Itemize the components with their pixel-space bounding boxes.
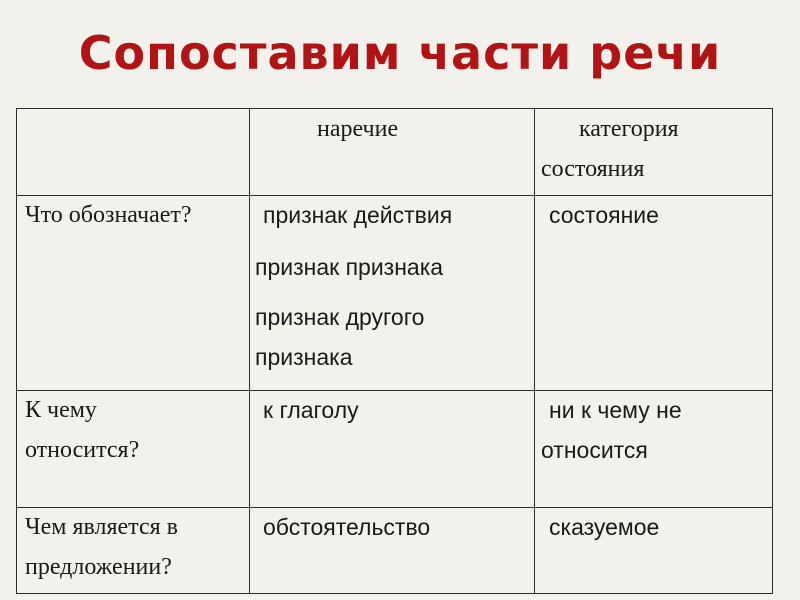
adverb-text: признак признака bbox=[255, 254, 444, 280]
column-divider bbox=[534, 109, 535, 593]
row-meaning-adverb bbox=[255, 195, 452, 377]
comparison-table bbox=[16, 108, 773, 594]
header-state-category bbox=[541, 109, 679, 189]
adverb-text: обстоятельство bbox=[263, 514, 431, 540]
row-relation-question bbox=[25, 390, 139, 470]
adverb-text: признак действия bbox=[263, 202, 453, 228]
adverb-text: признака bbox=[255, 344, 353, 370]
column-divider bbox=[249, 109, 250, 593]
header-adverb bbox=[317, 109, 398, 149]
adverb-text: к глаголу bbox=[263, 397, 359, 423]
state-text: сказуемое bbox=[549, 514, 660, 540]
state-text: состояние bbox=[549, 202, 659, 228]
row-relation-state bbox=[541, 390, 682, 470]
adverb-text: признак другого bbox=[255, 304, 425, 330]
state-text: относится bbox=[541, 437, 648, 463]
row-relation-adverb bbox=[263, 390, 359, 430]
header-adverb-label: наречие bbox=[317, 116, 399, 142]
question-text: Чем является в bbox=[25, 514, 178, 540]
row-role-state bbox=[549, 507, 659, 547]
question-text: предложении? bbox=[25, 554, 172, 580]
row-role-question bbox=[25, 507, 178, 587]
question-text: относится? bbox=[25, 437, 140, 463]
question-text: Что обозначает? bbox=[25, 202, 192, 228]
slide-title: Сопоставим части речи bbox=[78, 26, 722, 80]
header-state-line2: состояния bbox=[541, 156, 645, 182]
row-role-adverb bbox=[263, 507, 430, 547]
question-text: К чему bbox=[25, 397, 97, 423]
header-state-line1: категория bbox=[579, 116, 679, 142]
row-meaning-question bbox=[25, 195, 192, 235]
row-meaning-state bbox=[549, 195, 659, 235]
state-text: ни к чему не bbox=[549, 397, 682, 423]
